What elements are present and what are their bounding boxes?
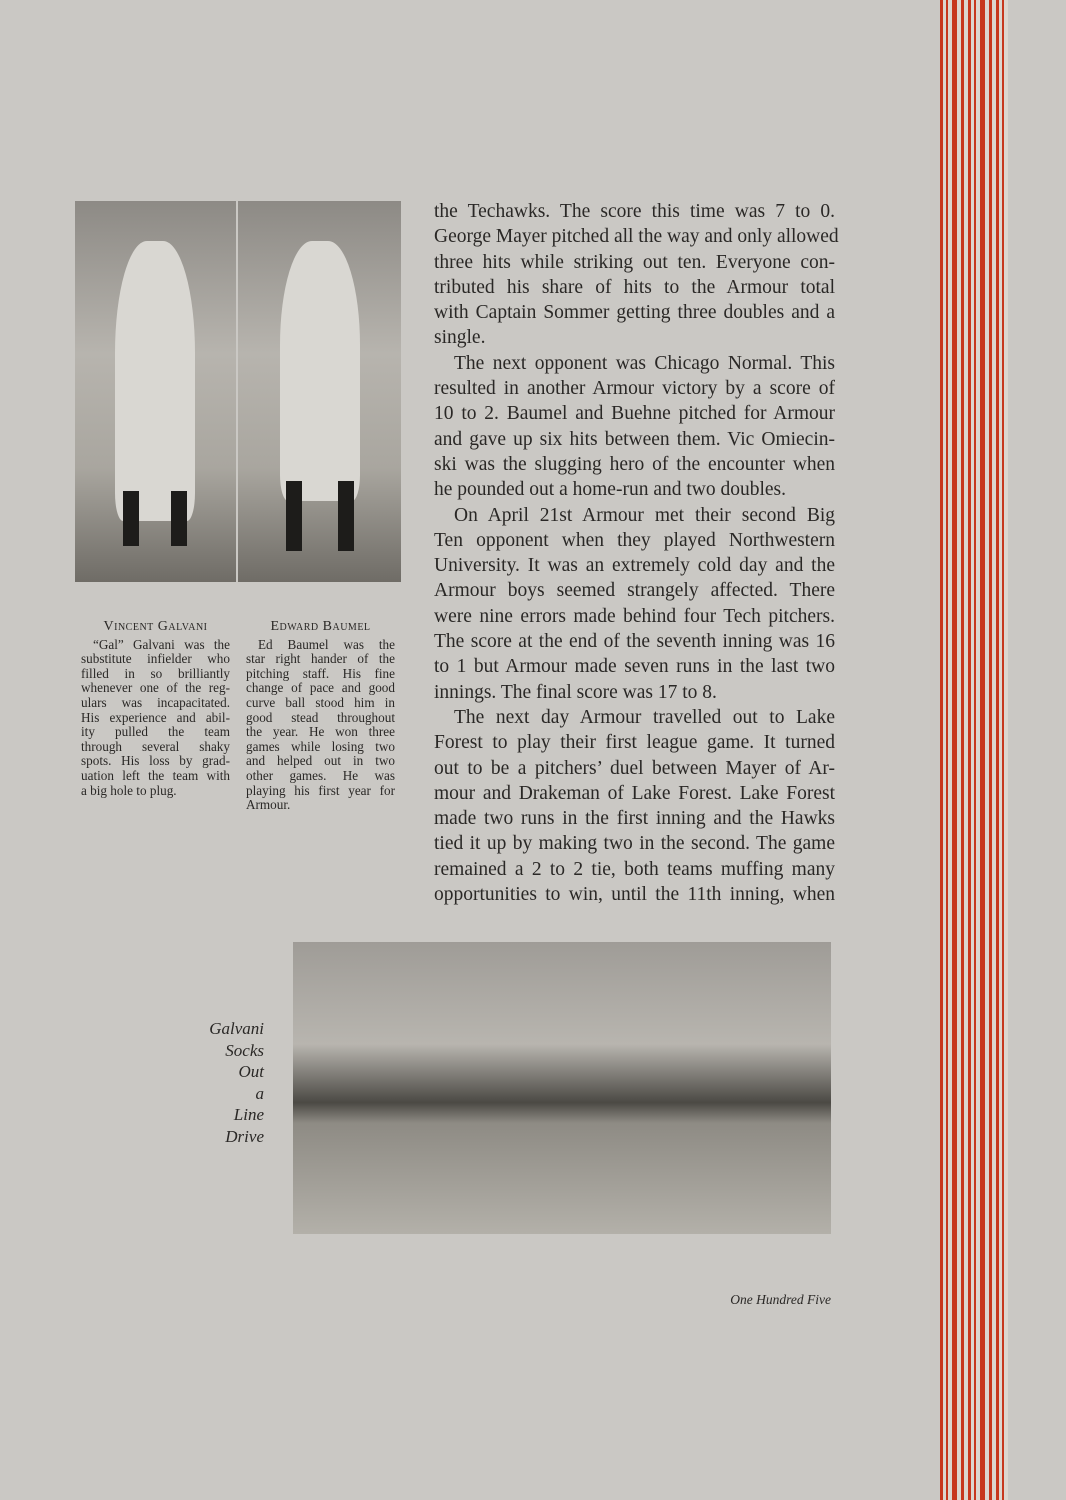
text-line: the year. He won three (246, 724, 395, 740)
text-line: mour and Drakeman of Lake Forest. Lake Forest (434, 782, 835, 804)
text-line: through several shaky (81, 738, 230, 754)
player-figure (280, 241, 360, 501)
text-line: curve ball stood him in (246, 694, 395, 710)
text-line: The next day Armour travelled out to Lake (454, 706, 835, 728)
text-line: pitching staff. His fine (246, 665, 395, 681)
text-line: substitute infielder who (81, 651, 230, 667)
text-line: other games. He was (246, 767, 395, 783)
decorative-stripes (940, 0, 1008, 1500)
text-line: innings. The final score was 17 to 8. (434, 681, 717, 703)
text-line: spots. His loss by grad- (81, 753, 230, 769)
text-line: a (255, 1083, 264, 1103)
text-line: The next opponent was Chicago Normal. This (454, 352, 835, 374)
text-line: Forest to play their first league game. It turned (434, 732, 835, 754)
photo-baseball-game (293, 942, 831, 1234)
text-line: three hits while striking out ten. Everyone con- (434, 251, 835, 273)
text-line: Line (233, 1105, 264, 1124)
text-line: tributed his share of hits to the Armour total (434, 276, 835, 298)
text-line: good stead throughout (246, 709, 395, 725)
text-line: games while losing two (246, 738, 395, 754)
text-line: ski was the slugging hero of the encounter when (434, 453, 835, 475)
text-line: opportunities to win, until the 11th inning, when (434, 884, 835, 906)
text-line: Armour. (246, 797, 291, 813)
text-line: out to be a pitchers’ duel between Mayer of Ar- (434, 757, 835, 779)
text-line: ulars was incapacitated. (81, 694, 230, 710)
caption-galvani: Vincent Galvani “Gal” Galvani was the substitute infielder who filled in so brilliantly whenever one of the reg- ulars was incapacitated. His experience and abil- ity pulled the team through several shaky spots. His loss by grad- uation left the team with a big hole to plug. (81, 619, 230, 798)
text-line: tied it up by making two in the second. The game (434, 833, 835, 855)
text-line: His experience and abil- (81, 709, 230, 725)
photo-edward-baumel (238, 201, 401, 582)
text-line: to 1 but Armour made seven runs in the last two (434, 656, 835, 678)
text-line: single. (434, 327, 486, 349)
caption-baumel: Edward Baumel Ed Baumel was the star right hander of the pitching staff. His fine change of pace and good curve ball stood him in good stead throughout the year. He won three games while losing two and helped out in two other games. He was playing his first year for Armour. (246, 619, 395, 813)
text-line: resulted in another Armour victory by a score of (434, 378, 835, 400)
text-line: Ten opponent when they played Northwestern (434, 529, 835, 551)
text-line: Out (238, 1062, 264, 1081)
text-line: made two runs in the first inning and the Hawks (434, 808, 835, 830)
text-line: playing his first year for (246, 782, 395, 798)
player-figure (115, 241, 195, 521)
text-line: were nine errors made behind four Tech pitchers. (434, 605, 835, 627)
text-line: uation left the team with (81, 767, 230, 783)
text-line: Drive (225, 1126, 264, 1146)
page-number: One Hundred Five (730, 1292, 831, 1307)
text-line: 10 to 2. Baumel and Buehne pitched for Armour (434, 403, 835, 425)
text-line: he pounded out a home-run and two doubles. (434, 479, 787, 501)
text-line: Armour boys seemed strangely affected. There (434, 580, 835, 602)
text-line: with Captain Sommer getting three doubles and a (434, 302, 835, 324)
text-line: and helped out in two (246, 753, 395, 769)
photo-caption (200, 1018, 264, 1147)
text-line: Ed Baumel was the (258, 636, 395, 652)
text-line: The score at the end of the seventh inning was 16 (434, 631, 835, 653)
text-line: a big hole to plug. (81, 782, 177, 798)
text-line: and gave up six hits between them. Vic Omiecin- (434, 428, 835, 450)
text-line: Socks (225, 1040, 264, 1060)
text-line: the Techawks. The score this time was 7 to 0. (434, 201, 835, 222)
text-line: On April 21st Armour met their second Big (454, 504, 835, 526)
text-line: ity pulled the team (81, 724, 230, 740)
text-line: whenever one of the reg- (81, 680, 230, 696)
photo-vincent-galvani (75, 201, 236, 582)
text-line: Galvani (209, 1019, 264, 1038)
text-line: filled in so brilliantly (81, 665, 230, 681)
text-line: change of pace and good (246, 680, 395, 696)
text-line: “Gal” Galvani was the (93, 636, 230, 652)
text-line: University. It was an extremely cold day and the (434, 555, 835, 577)
text-line: remained a 2 to 2 tie, both teams muffing many (434, 858, 835, 880)
text-line: George Mayer pitched all the way and only allowed (434, 226, 839, 248)
text-line: star right hander of the (246, 651, 395, 667)
body-text (434, 199, 839, 907)
